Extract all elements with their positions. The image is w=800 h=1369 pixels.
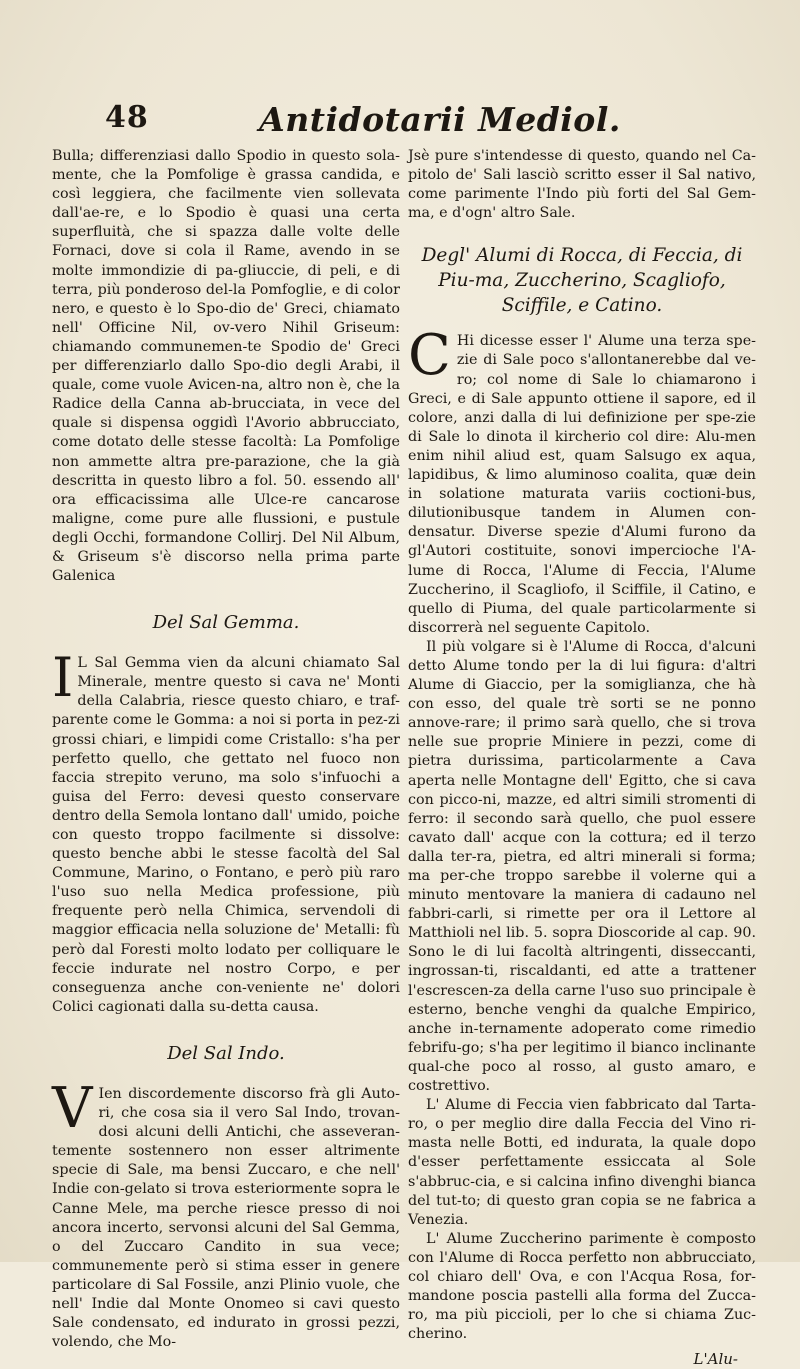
paragraph: Il più volgare si è l'Alume di Rocca, d'alcuni detto Alume tondo per la di lui figura: d'altri Alume di Giaccio, per la somiglianza, che hà con esso, del quale trè sorti se ne ponno annove-rare; il primo sarà quello, che si trova nelle sue proprie Miniere in pezzi, come di pietra durissima, particolarmente a Cava aperta nelle Montagne dell' Egitto, che si cava con picco-ni, mazze, ed altri simili stromenti di ferro: il secondo sarà quello, che puol essere cavato dall' acque con la cottura; ed il terzo dalla ter-ra, pietra, ed altri minerali si forma; ma per-che troppo sarebbe il volerne qui a minuto mentovare la maniera di cadauno nel fabbri-carli, si rimette per ora il Lettore al Matthioli nel lib. 5. sopra Dioscoride al cap. 90. Sono le di lui facoltà altringenti, disseccanti, ingrossan-ti, riscaldanti, ed atte a trattener l'escrescen-za della carne l'uso suo principale è esterno, benche venghi da qualche Empirico, anche in-ternamente adoperato come rimedio febrifu-go; s'ha per legitimo il bianco inclinante qual-che poco al rosso, al gusto amaro, e costrettivo. (408, 638, 756, 1095)
paragraph: L' Alume Zuccherino parimente è composto con l'Alume di Rocca perfetto non abbrucciato, col chiaro dell' Ova, e con l'Acqua Rosa, for-mandone poscia pastelli alla forma del Zucca-ro, ma più piccioli, per lo che si chiama Zuc-cherino. (408, 1230, 756, 1343)
paragraph: Bulla; differenziasi dallo Spodio in questo sola-mente, che la Pomfolige è grassa candida, e così leggiera, che facilmente vien sollevata dall'ae-re, e lo Spodio è quasi una certa superfluità, che si spazza dalle volte delle Fornaci, dove si cola il Rame, avendo in se molte immondizie di pa-gliuccie, di peli, e di terra, più ponderoso del-la Pomfoglie, e di color nero, e questo è lo Spo-dio de' Greci, chiamato nell' Officine Nil, ov-vero Nihil Griseum: chiamando communemen-te Spodio de' Greci per differenziarlo dallo Spo-dio degli Arabi, il quale, come vuole Avicen-na, altro non è, che la Radice della Canna ab-brucciata, in vece del quale si dispensa oggidì l'Avorio abbrucciato, come dotato delle stesse facoltà: La Pomfolige non ammette altra pre-parazione, che la già descritta in questo libro a fol. 50. essendo all' ora efficacissima alle Ulce-re cancarose maligne, come pure alle flussioni, e pustule degli Occhi, formandone Collirj. Del Nil Album, & Griseum s'è discorso nella prima parte Galenica (52, 148, 400, 585)
paragraph: Hi dicesse esser l' Alume una terza spe-zie di Sale poco s'allontanerebbe dal ve-ro; col nome di Sale lo chiamarono i Greci, e di Sale appunto ottiene il sapore, ed il colore, anzi dalla di lui definizione per spe-zie di Sale lo dinota il kircherio col dire: Alu-men enim nihil aliud est, quam Salsugo ex aqua, lapidibus, & limo aluminoso coalita, quæ dein in solatione maturata variis coctioni-bus, dilutionibusque tandem in Alumen con-densatur. Diverse spezie d'Alumi furono da gl'Autori costituite, sonovi impercioche l'A-lume di Rocca, l'Alume di Feccia, l'Alume Zuccherino, il Scagliofo, il Sciffile, il Catino, e quello di Piuma, del quale particolarmente si discorrerà nel seguente Capitolo. (408, 333, 756, 636)
section-title: Del Sal Gemma. (152, 612, 300, 634)
section-title: Del Sal Indo. (167, 1042, 285, 1064)
paragraph: Jsè pure s'intendesse di questo, quando nel Ca-pitolo de' Sali lasciò scritto esser il Sal nativo, come parimente l'Indo più forti del Sal Gem-ma, e d'ogn' altro Sale. (408, 148, 756, 222)
page-header (105, 100, 745, 146)
paragraph: Ien discordemente discorso frà gli Auto-ri, che cosa sia il vero Sal Indo, trovan-dosi alcuni delli Antichi, che asseveran-temente sostennero non esser altrimente specie di Sale, ma bensi Zuccaro, e che nell' Indie con-gelato si trova esteriormente sopra le Canne Mele, ma perche riesce presso di noi ancora incerto, servonsi alcuni del Sal Gemma, o del Zuccaro Candito in sua vece; communemente però si stima esser in genere particolare di Sal Fossile, anzi Plinio vuole, che nell' Indie dal Monte Onomeo si cavi questo Sale condensato, ed indurato in grossi pezzi, volendo, che Mo- (52, 1085, 400, 1351)
drop-cap: I (52, 646, 74, 710)
section-body (52, 1075, 400, 1352)
drop-cap: C (408, 323, 451, 389)
paragraph: L Sal Gemma vien da alcuni chiamato Sal Minerale, mentre questo si cava ne' Monti della Calabria, riesce questo chiaro, e traf-parente come le Gomma: a noi si porta in pez-zi grossi chiari, e limpidi come Cristallo: s'ha per perfetto quello, che gettato nel fuoco non faccia strepito veruno, ma solo s'infuochi a guisa del Ferro: devesi questo conservare dentro della Semola lontano dall' umido, poiche con questo troppo facilmente si dissolve: questo benche abbi le stesse facoltà del Sal Commune, Marino, o Fontano, e però più raro l'uso suo nella Medica professione, più frequente però nella Chimica, servendoli di maggior efficacia nella soluzione de' Metalli: fù però dal Foresti molto lodato per colliquare le feccie indurate nel nostro Corpo, e per conseguenza anche con-veniente ne' dolori Colici cagionati dalla su-detta causa. (52, 655, 400, 1015)
drop-cap: V (52, 1075, 93, 1141)
right-column (408, 147, 756, 1369)
running-title: Antidotarii Mediol. (259, 100, 621, 139)
section-body (52, 646, 400, 1017)
paragraph: L' Alume di Feccia vien fabbricato dal Tarta-ro, o per meglio dire dalla Feccia del Vino ri-masta nelle Botti, ed indurata, la quale dopo d'esser perfettamente essiccata al Sole s'abbruc-cia, e si calcina infino divenghi bianca del tut-to; di questo gran copia se ne fabrica a Venezia. (408, 1097, 756, 1228)
catchword: L'Alu- (693, 1350, 738, 1369)
section-body (408, 323, 756, 638)
page-number: 48 (105, 100, 149, 135)
section-title: Degl' Alumi di Rocca, di Feccia, di Piu-ma, Zuccherino, Scagliofo, Sciffile, e Catino. (421, 245, 743, 317)
left-column (52, 147, 400, 1352)
